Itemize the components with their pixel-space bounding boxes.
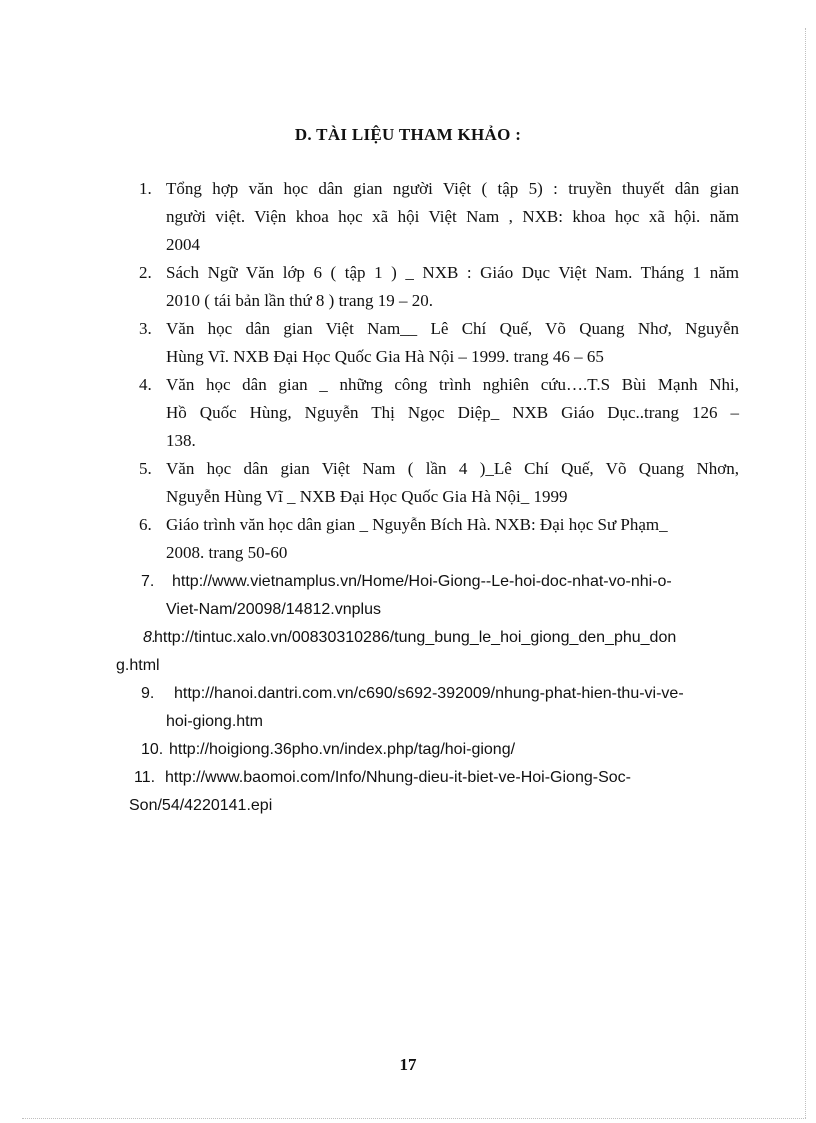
reference-link-line[interactable]: http://tintuc.xalo.vn/00830310286/tung_bung_le_hoi_giong_den_phu_don [154, 629, 677, 646]
reference-link-line[interactable]: Son/54/4220141.epi [129, 797, 273, 814]
reference-text-line: Văn học dân gian Việt Nam ( lần 4 )_Lê Chí Quế, Võ Quang Nhơn, [166, 459, 739, 478]
reference-link-line[interactable]: http://hoigiong.36pho.vn/index.php/tag/hoi-giong/ [169, 741, 516, 758]
reference-text-line: Sách Ngữ Văn lớp 6 ( tập 1 ) _ NXB : Giáo Dục Việt Nam. Tháng 1 năm [166, 263, 739, 282]
reference-text-line: Hồ Quốc Hùng, Nguyễn Thị Ngọc Diệp_ NXB Giáo Dục..trang 126 – [166, 403, 739, 422]
reference-number: 4. [139, 375, 152, 394]
reference-text-line: Văn học dân gian _ những công trình nghiên cứu….T.S Bùi Mạnh Nhi, [166, 375, 739, 394]
reference-text-line: Hùng Vĩ. NXB Đại Học Quốc Gia Hà Nội – 1999. trang 46 – 65 [166, 347, 604, 366]
page-number: 17 [399, 1055, 417, 1074]
reference-text-line: 2010 ( tái bản lần thứ 8 ) trang 19 – 20. [166, 291, 433, 310]
reference-number: 10. [141, 741, 164, 758]
reference-link-line[interactable]: g.html [116, 657, 160, 674]
reference-number: 5. [139, 459, 152, 478]
page-border-bottom [22, 1118, 806, 1119]
reference-link-line[interactable]: http://www.baomoi.com/Info/Nhung-dieu-it-biet-ve-Hoi-Giong-Soc- [165, 769, 631, 786]
reference-link-line[interactable]: http://www.vietnamplus.vn/Home/Hoi-Giong--Le-hoi-doc-nhat-vo-nhi-o- [172, 573, 672, 590]
reference-text-line: 2008. trang 50-60 [166, 543, 288, 562]
reference-number: 3. [139, 319, 152, 338]
reference-number: 8. [143, 629, 157, 646]
reference-link-line[interactable]: http://hanoi.dantri.com.vn/c690/s692-392009/nhung-phat-hien-thu-vi-ve- [174, 685, 684, 702]
reference-text-line: Nguyễn Hùng Vĩ _ NXB Đại Học Quốc Gia Hà Nội_ 1999 [166, 487, 568, 506]
reference-number: 11. [134, 769, 156, 786]
reference-number: 6. [139, 515, 152, 534]
reference-text-line: Tổng hợp văn học dân gian người Việt ( tập 5) : truyền thuyết dân gian [166, 179, 739, 198]
reference-number: 9. [141, 685, 155, 702]
reference-text-line: người việt. Viện khoa học xã hội Việt Nam , NXB: khoa học xã hội. năm [166, 207, 739, 226]
page-border-right [805, 28, 806, 1118]
reference-link-line[interactable]: hoi-giong.htm [166, 713, 263, 730]
reference-number: 1. [139, 179, 152, 198]
reference-text-line: Giáo trình văn học dân gian _ Nguyễn Bích Hà. NXB: Đại học Sư Phạm_ [166, 515, 668, 534]
reference-number: 7. [141, 573, 155, 590]
reference-text-line: 138. [166, 431, 196, 450]
reference-text-line: Văn học dân gian Việt Nam__ Lê Chí Quế, Võ Quang Nhơ, Nguyễn [166, 319, 739, 338]
reference-link-line[interactable]: Viet-Nam/20098/14812.vnplus [166, 601, 381, 618]
reference-number: 2. [139, 263, 152, 282]
reference-text-line: 2004 [166, 235, 200, 254]
section-heading: D. TÀI LIỆU THAM KHẢO : [294, 125, 522, 144]
